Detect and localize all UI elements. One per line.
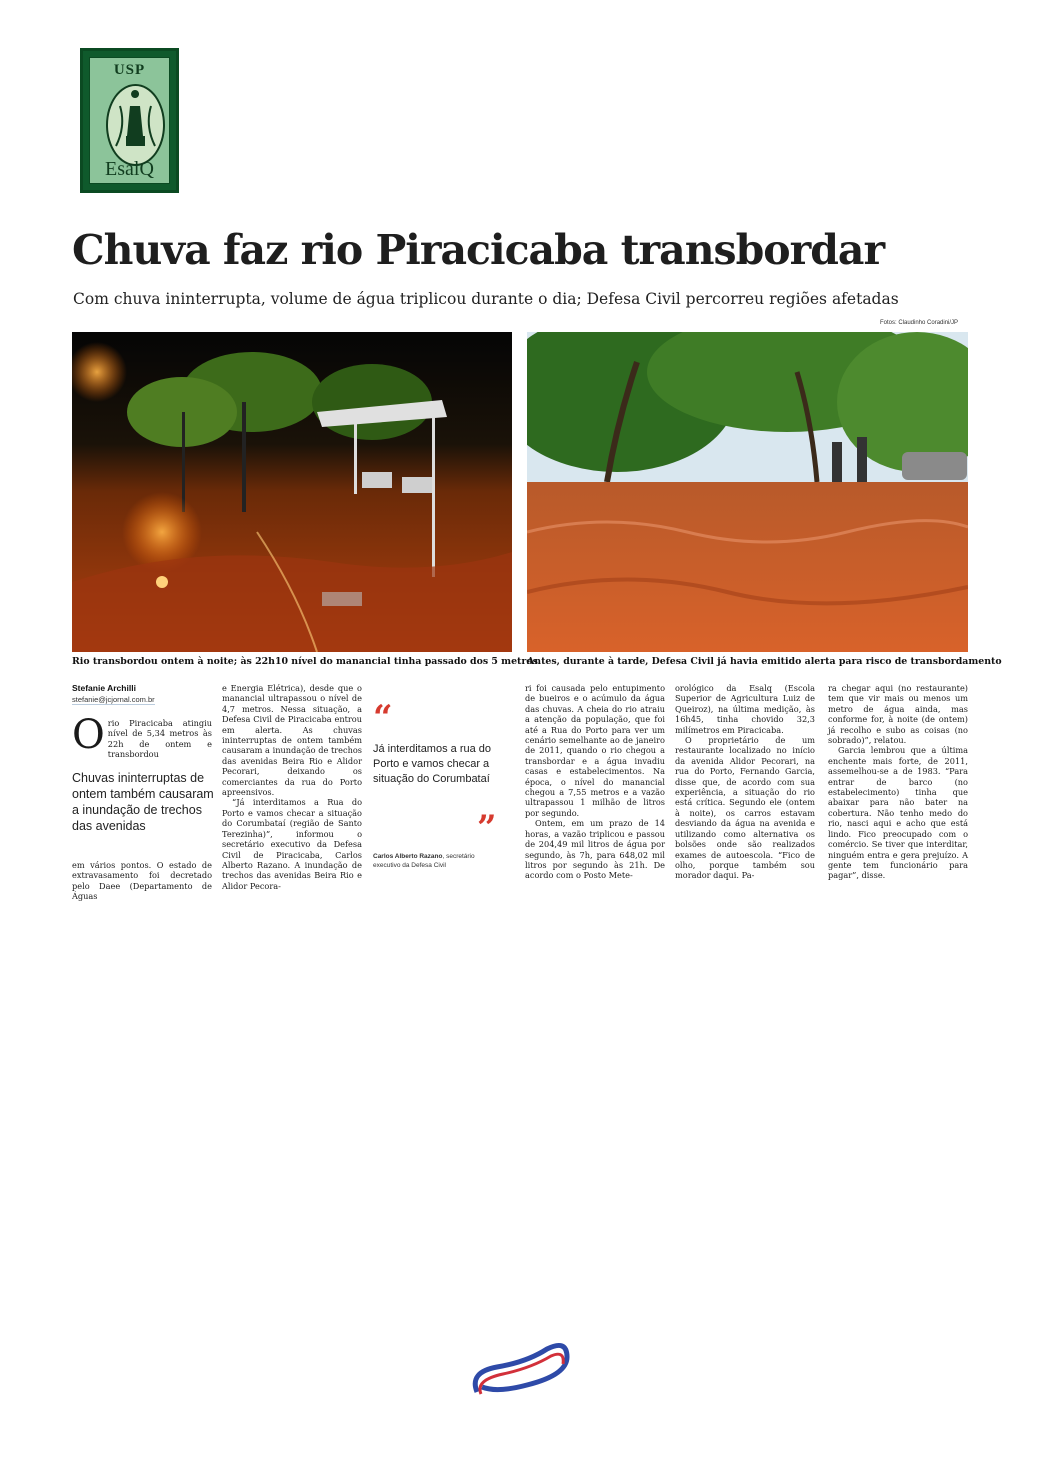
column-1-paragraph: em vários pontos. O estado de extravasamento foi decretado pelo Daee (Departamento de Águas xyxy=(72,860,212,902)
logo-emblem xyxy=(106,84,165,166)
column-4-text xyxy=(675,683,815,881)
column-5-paragraph-2: Garcia lembrou que a última enchente mais forte, de 2011, assemelhou-se a de 1983. “Para entrar de barco (no estabelecimento) tinha que abaixar para não bater na cobertura. Não tenho medo do rio, nasci aqui e acho que está lindo. Fico preocupado com o comércio. Se tiver que interditar, ninguém entra e gera prejuízo. A gente tem funcionário para pagar”, disse. xyxy=(828,745,968,881)
quote-open-mark: “ xyxy=(373,698,393,738)
photo-credit: Fotos: Claudinho Coradini/JP xyxy=(880,320,959,326)
logo-panel xyxy=(89,57,170,184)
photo1-caption: Rio transbordou ontem à noite; às 22h10 nível do manancial tinha passado dos 5 metros xyxy=(72,656,538,667)
column-2-paragraph-1: e Energia Elétrica), desde que o manancial ultrapassou o nível de 4,7 metros. Nessa situação, a Defesa Civil de Piracicaba entrou em alerta. As chuvas ininterruptas de ontem também causaram a inundação de trechos das avenidas Beira Rio e Alidor Pecorari, deixando os comerciantes da rua do Porto apreensivos. xyxy=(222,683,362,798)
photo-day-flood xyxy=(527,332,968,652)
quote-author: Carlos Alberto Razano xyxy=(373,853,443,860)
headline: Chuva faz rio Piracicaba transbordar xyxy=(72,226,885,274)
quote-text: Já interditamos a rua do Porto e vamos checar a situação do Corumbataí xyxy=(373,743,492,785)
photo2-caption: Antes, durante à tarde, Defesa Civil já havia emitido alerta para risco de transbordamento xyxy=(527,656,1002,667)
quote-role: , secretário executivo da Defesa Civil xyxy=(373,853,475,869)
quote-close-mark: ” xyxy=(477,808,497,848)
logo-esalq-text: EsalQ xyxy=(105,158,154,180)
logo-usp-text: USP xyxy=(113,62,146,78)
pull-quote: Chuvas ininterruptas de ontem também causaram a inundação de trechos das avenidas xyxy=(72,771,214,833)
lead-text: rio Piracicaba atingiu nível de 5,34 metros às 22h de ontem e transbordou xyxy=(107,718,212,760)
quote-attribution xyxy=(373,852,503,870)
esalq-logo xyxy=(80,48,179,193)
byline: Stefanie Archilli xyxy=(72,683,136,693)
footer-logo-icon xyxy=(467,1342,573,1404)
column-3-text xyxy=(525,683,665,881)
column-4-paragraph-2: O proprietário de um restaurante localizado no início da avenida Alidor Pecorari, na rua do Porto, Fernando Garcia, disse que, de acordo com sua experiência, a situação do rio está crítica. Segundo ele (ontem à noite), os carros estavam desviando da água na avenida e utilizando como alternativa os bolsões onde são realizados exames de autoescola. “Fico de olho, porque também sou morador daqui. Pa- xyxy=(675,735,815,881)
photo-night-flood xyxy=(72,332,512,652)
column-5-paragraph-1: ra chegar aqui (no restaurante) tem que vir mais ou menos um metro de água ainda, mas conforme for, à noite (de ontem) já recolho e subo as coisas (no sobrado)”, relatou. xyxy=(828,683,968,746)
column-3-paragraph-2: Ontem, em um prazo de 14 horas, a vazão triplicou e passou de 204,49 mil litros de água por segundo, às 7h, para 648,02 mil litros por segundo às 21h. De acordo com o Posto Mete- xyxy=(525,818,665,881)
column-2-paragraph-2: “Já interditamos a Rua do Porto e vamos checar a situação do Corumbataí (região de Santo Terezinha)”, informou o secretário executivo da Defesa Civil de Piracicaba, Carlos Alberto Razano. A inundação de trechos das avenidas Beira Rio e Alidor Pecora- xyxy=(222,797,362,891)
column-4-paragraph-1: orológico da Esalq (Escola Superior de Agricultura Luiz de Queiroz), na última medição, às 16h45, tinha chovido 32,3 milímetros em Piracicaba. xyxy=(675,683,815,735)
subheadline: Com chuva ininterrupta, volume de água triplicou durante o dia; Defesa Civil percorreu regiões afetadas xyxy=(73,290,899,308)
dropcap: O xyxy=(72,712,105,758)
author-email[interactable]: stefanie@jcjornal.com.br xyxy=(72,695,155,704)
column-1-text xyxy=(72,860,212,902)
column-2-text xyxy=(222,683,362,891)
column-3-paragraph-1: ri foi causada pelo entupimento de bueiros e o acúmulo da água das chuvas. A cheia do rio atraiu a atenção da população, que foi até a Rua do Porto para ver um cenário semelhante ao de janeiro de 2011, quando o rio chegou a transbordar e a água invadiu casas e estabelecimentos. Na época, o nível do manancial chegou a 7,55 metros e a vazão ultrapassou 1 milhão de litros por segundo. xyxy=(525,683,665,818)
lead-paragraph xyxy=(72,712,212,760)
column-5-text xyxy=(828,683,968,881)
